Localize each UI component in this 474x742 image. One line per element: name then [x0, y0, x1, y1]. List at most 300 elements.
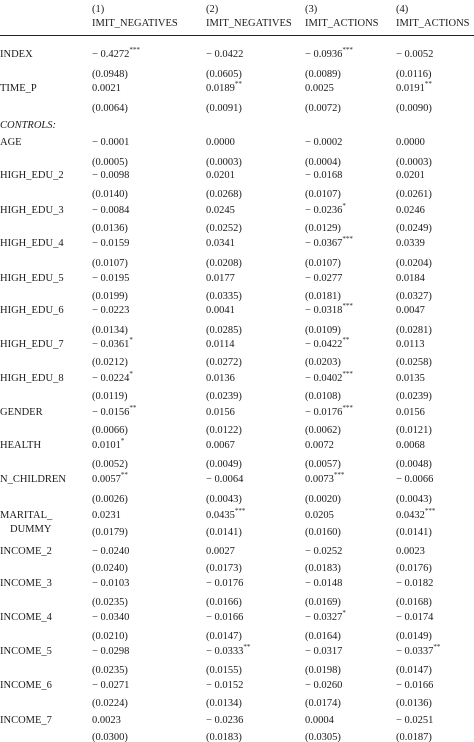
table-row-standard-error — [0, 629, 474, 645]
standard-error-value: (0.0258) — [396, 357, 432, 368]
table-row-standard-error — [0, 525, 474, 541]
coefficient-cell — [396, 203, 425, 219]
significance-stars: ** — [234, 80, 242, 88]
coefficient-cell — [206, 405, 235, 421]
standard-error-value: (0.0109) — [305, 325, 341, 336]
significance-stars: ** — [120, 471, 128, 479]
standard-error-value: (0.0005) — [92, 157, 128, 168]
coefficient-cell — [92, 678, 129, 694]
standard-error-value: (0.0107) — [305, 189, 341, 200]
coefficient-cell — [396, 81, 432, 97]
coefficient-value: 0.0021 — [92, 83, 121, 94]
row-label: N_CHILDREN — [0, 474, 66, 485]
coefficient-cell — [305, 303, 353, 319]
coefficient-value: 0.0023 — [396, 546, 425, 557]
coefficient-cell — [206, 203, 235, 219]
standard-error-value: (0.0108) — [305, 391, 341, 402]
standard-error-value: (0.0136) — [92, 223, 128, 234]
standard-error-value: (0.0107) — [305, 258, 341, 269]
coefficient-cell — [396, 508, 435, 524]
table-row — [0, 118, 474, 134]
coefficient-cell — [206, 678, 243, 694]
coefficient-value: − 0.0317 — [305, 646, 343, 657]
row-label: HEALTH — [0, 440, 42, 451]
coefficient-value: 0.0025 — [305, 83, 334, 94]
coefficient-cell — [305, 168, 342, 184]
coefficient-cell — [92, 405, 136, 421]
standard-error-value: (0.0062) — [305, 425, 341, 436]
table-row — [0, 678, 474, 694]
coefficient-value: 0.0156 — [396, 407, 425, 418]
standard-error-value: (0.0174) — [305, 698, 341, 709]
coefficient-cell — [206, 472, 243, 488]
significance-stars: *** — [342, 302, 353, 310]
column-header: IMIT_NEGATIVES — [206, 18, 292, 29]
significance-stars: * — [129, 336, 133, 344]
standard-error-value: (0.0107) — [92, 258, 128, 269]
coefficient-cell — [92, 303, 129, 319]
standard-error-value: (0.0089) — [305, 69, 341, 80]
standard-error-value: (0.0249) — [396, 223, 432, 234]
table-row — [0, 236, 474, 252]
standard-error-value: (0.0948) — [92, 69, 128, 80]
significance-stars: *** — [333, 471, 345, 479]
standard-error-value: (0.0136) — [396, 698, 432, 709]
coefficient-cell — [206, 713, 243, 729]
coefficient-cell — [396, 610, 433, 626]
standard-error-value: (0.0147) — [396, 665, 432, 676]
row-label: HIGH_EDU_2 — [0, 170, 64, 181]
column-number: (3) — [305, 4, 318, 15]
standard-error-value: (0.0166) — [206, 597, 242, 608]
coefficient-value: − 0.0159 — [92, 238, 130, 249]
standard-error-value: (0.0335) — [206, 291, 242, 302]
significance-stars: * — [120, 437, 125, 445]
row-label: INCOME_4 — [0, 612, 52, 623]
coefficient-cell — [92, 168, 129, 184]
coefficient-value: 0.0068 — [396, 440, 425, 451]
coefficient-value: 0.0057 — [92, 474, 121, 485]
coefficient-value: − 0.0001 — [92, 137, 130, 148]
standard-error-value: (0.0052) — [92, 459, 128, 470]
significance-stars: *** — [424, 507, 436, 515]
row-label: HIGH_EDU_4 — [0, 238, 64, 249]
coefficient-cell — [396, 438, 425, 454]
coefficient-value: 0.0114 — [206, 339, 235, 350]
coefficient-value: 0.0073 — [305, 474, 334, 485]
table-row-standard-error — [0, 730, 474, 742]
coefficient-cell — [396, 713, 433, 729]
coefficient-value: 0.0023 — [92, 715, 121, 726]
coefficient-value: − 0.0333 — [206, 646, 244, 657]
row-label: INCOME_2 — [0, 546, 52, 557]
table-row-standard-error — [0, 492, 474, 508]
coefficient-cell — [396, 337, 425, 353]
coefficient-cell — [305, 438, 334, 454]
standard-error-value: (0.0121) — [396, 425, 432, 436]
table-row-standard-error — [0, 101, 474, 117]
column-number: (2) — [206, 4, 219, 15]
coefficient-cell — [92, 713, 121, 729]
table-row-standard-error — [0, 457, 474, 473]
significance-stars: ** — [129, 404, 137, 412]
coefficient-cell — [305, 678, 342, 694]
coefficient-cell — [396, 405, 425, 421]
coefficient-cell — [206, 576, 243, 592]
table-row — [0, 544, 474, 560]
table-row-standard-error — [0, 355, 474, 371]
standard-error-value: (0.0176) — [396, 563, 432, 574]
coefficient-value: − 0.0224 — [92, 373, 130, 384]
coefficient-value: − 0.0084 — [92, 205, 130, 216]
standard-error-value: (0.0210) — [92, 631, 128, 642]
table-row — [0, 610, 474, 626]
standard-error-value: (0.0235) — [92, 665, 128, 676]
coefficient-cell — [206, 438, 235, 454]
coefficient-value: 0.0072 — [305, 440, 334, 451]
coefficient-cell — [305, 271, 342, 287]
coefficient-value: − 0.0936 — [305, 49, 343, 60]
coefficient-cell — [305, 203, 346, 219]
column-header: IMIT_ACTIONS — [396, 18, 470, 29]
coefficient-value: − 0.0327 — [305, 612, 343, 623]
table-row-standard-error — [0, 423, 474, 439]
coefficient-cell — [396, 371, 425, 387]
table-row-standard-error — [0, 663, 474, 679]
significance-stars: *** — [342, 235, 353, 243]
table-row-standard-error — [0, 187, 474, 203]
coefficient-value: − 0.0260 — [305, 680, 343, 691]
coefficient-value: 0.0156 — [206, 407, 235, 418]
coefficient-cell — [305, 544, 342, 560]
coefficient-cell — [305, 610, 346, 626]
table-row — [0, 303, 474, 319]
standard-error-value: (0.0300) — [92, 732, 128, 742]
significance-stars: *** — [234, 507, 246, 515]
coefficient-value: − 0.0240 — [92, 546, 130, 557]
coefficient-value: 0.0135 — [396, 373, 425, 384]
standard-error-value: (0.0057) — [305, 459, 341, 470]
coefficient-value: − 0.0176 — [206, 578, 244, 589]
standard-error-value: (0.0072) — [305, 103, 341, 114]
table-row — [0, 405, 474, 421]
coefficient-cell — [92, 544, 129, 560]
coefficient-cell — [92, 576, 129, 592]
coefficient-cell — [92, 508, 121, 524]
coefficient-value: − 0.0340 — [92, 612, 130, 623]
significance-stars: * — [342, 609, 346, 617]
standard-error-value: (0.0026) — [92, 494, 128, 505]
standard-error-value: (0.0239) — [206, 391, 242, 402]
coefficient-cell — [396, 271, 425, 287]
row-label-continued: DUMMY — [10, 524, 52, 535]
coefficient-cell — [92, 271, 129, 287]
coefficient-value: − 0.0052 — [396, 49, 434, 60]
table-row — [0, 271, 474, 287]
coefficient-cell — [305, 508, 334, 524]
coefficient-value: − 0.0251 — [396, 715, 434, 726]
coefficient-value: − 0.0098 — [92, 170, 130, 181]
standard-error-value: (0.0091) — [206, 103, 242, 114]
coefficient-value: − 0.0103 — [92, 578, 130, 589]
coefficient-cell — [206, 544, 235, 560]
coefficient-value: − 0.0223 — [92, 305, 130, 316]
significance-stars: * — [342, 202, 346, 210]
coefficient-value: 0.0432 — [396, 510, 425, 521]
standard-error-value: (0.0048) — [396, 459, 432, 470]
coefficient-value: − 0.0236 — [305, 205, 343, 216]
coefficient-cell — [206, 47, 243, 63]
significance-stars: *** — [342, 404, 353, 412]
table-row — [0, 47, 474, 63]
coefficient-cell — [92, 236, 129, 252]
table-row — [0, 576, 474, 592]
coefficient-value: − 0.0148 — [305, 578, 343, 589]
standard-error-value: (0.0141) — [206, 527, 242, 538]
row-label: INCOME_3 — [0, 578, 52, 589]
row-label: TIME_P — [0, 83, 37, 94]
coefficient-cell — [92, 438, 124, 454]
standard-error-value: (0.0204) — [396, 258, 432, 269]
coefficient-cell — [92, 371, 133, 387]
standard-error-value: (0.0134) — [92, 325, 128, 336]
coefficient-cell — [92, 203, 129, 219]
row-label: MARITAL_ — [0, 510, 53, 521]
coefficient-cell — [206, 303, 235, 319]
coefficient-value: 0.0000 — [396, 137, 425, 148]
standard-error-value: (0.0119) — [92, 391, 128, 402]
standard-error-value: (0.0116) — [396, 69, 432, 80]
coefficient-cell — [305, 47, 353, 63]
coefficient-cell — [396, 472, 433, 488]
significance-stars: ** — [342, 336, 350, 344]
standard-error-value: (0.0268) — [206, 189, 242, 200]
coefficient-value: 0.0191 — [396, 83, 425, 94]
table-row — [0, 168, 474, 184]
column-header: IMIT_NEGATIVES — [92, 18, 178, 29]
standard-error-value: (0.0187) — [396, 732, 432, 742]
standard-error-value: (0.0235) — [92, 597, 128, 608]
standard-error-value: (0.0261) — [396, 189, 432, 200]
coefficient-value: 0.0067 — [206, 440, 235, 451]
standard-error-value: (0.0183) — [206, 732, 242, 742]
coefficient-cell — [206, 610, 243, 626]
coefficient-value: 0.0047 — [396, 305, 425, 316]
column-number: (4) — [396, 4, 409, 15]
coefficient-cell — [92, 81, 121, 97]
row-label: HIGH_EDU_3 — [0, 205, 64, 216]
coefficient-value: 0.0435 — [206, 510, 235, 521]
coefficient-value: − 0.0156 — [92, 407, 130, 418]
coefficient-value: − 0.0002 — [305, 137, 343, 148]
coefficient-value: − 0.0422 — [305, 339, 343, 350]
coefficient-cell — [206, 81, 242, 97]
coefficient-cell — [92, 472, 128, 488]
coefficient-cell — [206, 337, 235, 353]
standard-error-value: (0.0198) — [305, 665, 341, 676]
significance-stars: ** — [243, 643, 251, 651]
standard-error-value: (0.0327) — [396, 291, 432, 302]
standard-error-value: (0.0281) — [396, 325, 432, 336]
coefficient-value: − 0.0422 — [206, 49, 244, 60]
standard-error-value: (0.0224) — [92, 698, 128, 709]
standard-error-value: (0.0141) — [396, 527, 432, 538]
standard-error-value: (0.0179) — [92, 527, 128, 538]
standard-error-value: (0.0239) — [396, 391, 432, 402]
coefficient-cell — [206, 371, 235, 387]
coefficient-value: − 0.0152 — [206, 680, 244, 691]
table-row — [0, 472, 474, 488]
coefficient-value: − 0.0182 — [396, 578, 434, 589]
standard-error-value: (0.0149) — [396, 631, 432, 642]
table-row-standard-error — [0, 221, 474, 237]
coefficient-cell — [92, 610, 129, 626]
coefficient-cell — [396, 168, 425, 184]
coefficient-value: − 0.0361 — [92, 339, 130, 350]
coefficient-cell — [305, 371, 353, 387]
standard-error-value: (0.0160) — [305, 527, 341, 538]
standard-error-value: (0.0066) — [92, 425, 128, 436]
coefficient-cell — [305, 405, 353, 421]
coefficient-value: 0.0004 — [305, 715, 334, 726]
table-row — [0, 438, 474, 454]
coefficient-value: − 0.0176 — [305, 407, 343, 418]
coefficient-value: 0.0184 — [396, 273, 425, 284]
coefficient-value: 0.0205 — [305, 510, 334, 521]
row-label: INCOME_6 — [0, 680, 52, 691]
table-row-standard-error — [0, 389, 474, 405]
table-row-standard-error — [0, 561, 474, 577]
standard-error-value: (0.0164) — [305, 631, 341, 642]
standard-error-value: (0.0199) — [92, 291, 128, 302]
coefficient-value: 0.0339 — [396, 238, 425, 249]
row-label: HIGH_EDU_8 — [0, 373, 64, 384]
significance-stars: ** — [424, 80, 432, 88]
significance-stars: * — [129, 370, 133, 378]
row-label: INDEX — [0, 49, 33, 60]
standard-error-value: (0.0147) — [206, 631, 242, 642]
significance-stars: *** — [129, 46, 140, 54]
coefficient-value: − 0.0252 — [305, 546, 343, 557]
coefficient-value: − 0.0337 — [396, 646, 434, 657]
standard-error-value: (0.0003) — [396, 157, 432, 168]
row-label: HIGH_EDU_5 — [0, 273, 64, 284]
coefficient-value: − 0.0168 — [305, 170, 343, 181]
table-row — [0, 371, 474, 387]
coefficient-value: 0.0246 — [396, 205, 425, 216]
row-label: HIGH_EDU_6 — [0, 305, 64, 316]
table-row — [0, 644, 474, 660]
coefficient-value: − 0.0174 — [396, 612, 434, 623]
coefficient-cell — [206, 236, 235, 252]
coefficient-cell — [206, 271, 235, 287]
coefficient-cell — [305, 713, 334, 729]
standard-error-value: (0.0064) — [92, 103, 128, 114]
coefficient-cell — [396, 544, 425, 560]
coefficient-value: − 0.0166 — [206, 612, 244, 623]
coefficient-cell — [206, 168, 235, 184]
coefficient-cell — [206, 508, 245, 524]
standard-error-value: (0.0285) — [206, 325, 242, 336]
coefficient-value: − 0.0402 — [305, 373, 343, 384]
standard-error-value: (0.0168) — [396, 597, 432, 608]
coefficient-cell — [305, 644, 342, 660]
table-row — [0, 135, 474, 151]
standard-error-value: (0.0181) — [305, 291, 341, 302]
coefficient-value: 0.0201 — [206, 170, 235, 181]
standard-error-value: (0.0004) — [305, 157, 341, 168]
table-row-standard-error — [0, 696, 474, 712]
coefficient-cell — [396, 236, 425, 252]
coefficient-value: 0.0101 — [92, 440, 121, 451]
standard-error-value: (0.0129) — [305, 223, 341, 234]
coefficient-value: 0.0027 — [206, 546, 235, 557]
standard-error-value: (0.0605) — [206, 69, 242, 80]
coefficient-cell — [305, 135, 342, 151]
standard-error-value: (0.0305) — [305, 732, 341, 742]
standard-error-value: (0.0140) — [92, 189, 128, 200]
coefficient-value: 0.0341 — [206, 238, 235, 249]
table-row-standard-error — [0, 256, 474, 272]
coefficient-cell — [396, 576, 433, 592]
coefficient-value: − 0.0271 — [92, 680, 130, 691]
coefficient-cell — [92, 337, 133, 353]
standard-error-value: (0.0240) — [92, 563, 128, 574]
coefficient-value: 0.0113 — [396, 339, 425, 350]
standard-error-value: (0.0203) — [305, 357, 341, 368]
coefficient-value: − 0.4272 — [92, 49, 130, 60]
column-header: IMIT_ACTIONS — [305, 18, 379, 29]
coefficient-cell — [305, 81, 334, 97]
coefficient-cell — [206, 135, 235, 151]
standard-error-value: (0.0043) — [206, 494, 242, 505]
coefficient-value: − 0.0064 — [206, 474, 244, 485]
coefficient-cell — [305, 236, 353, 252]
standard-error-value: (0.0212) — [92, 357, 128, 368]
standard-error-value: (0.0020) — [305, 494, 341, 505]
coefficient-value: 0.0245 — [206, 205, 235, 216]
standard-error-value: (0.0155) — [206, 665, 242, 676]
coefficient-value: − 0.0066 — [396, 474, 434, 485]
table-row — [0, 81, 474, 97]
significance-stars: *** — [342, 46, 353, 54]
table-row — [0, 713, 474, 729]
standard-error-value: (0.0173) — [206, 563, 242, 574]
coefficient-cell — [92, 47, 140, 63]
coefficient-value: − 0.0318 — [305, 305, 343, 316]
standard-error-value: (0.0090) — [396, 103, 432, 114]
coefficient-cell — [206, 644, 250, 660]
coefficient-cell — [92, 644, 129, 660]
row-label: CONTROLS: — [0, 120, 57, 131]
standard-error-value: (0.0208) — [206, 258, 242, 269]
row-label: AGE — [0, 137, 22, 148]
coefficient-cell — [305, 337, 349, 353]
coefficient-value: 0.0231 — [92, 510, 121, 521]
row-label: INCOME_5 — [0, 646, 52, 657]
header-rule — [0, 35, 474, 36]
coefficient-value: 0.0177 — [206, 273, 235, 284]
coefficient-value: − 0.0195 — [92, 273, 130, 284]
coefficient-value: − 0.0298 — [92, 646, 130, 657]
coefficient-cell — [396, 644, 440, 660]
standard-error-value: (0.0003) — [206, 157, 242, 168]
table-row — [0, 203, 474, 219]
coefficient-value: − 0.0277 — [305, 273, 343, 284]
standard-error-value: (0.0272) — [206, 357, 242, 368]
coefficient-value: 0.0041 — [206, 305, 235, 316]
row-label: INCOME_7 — [0, 715, 52, 726]
